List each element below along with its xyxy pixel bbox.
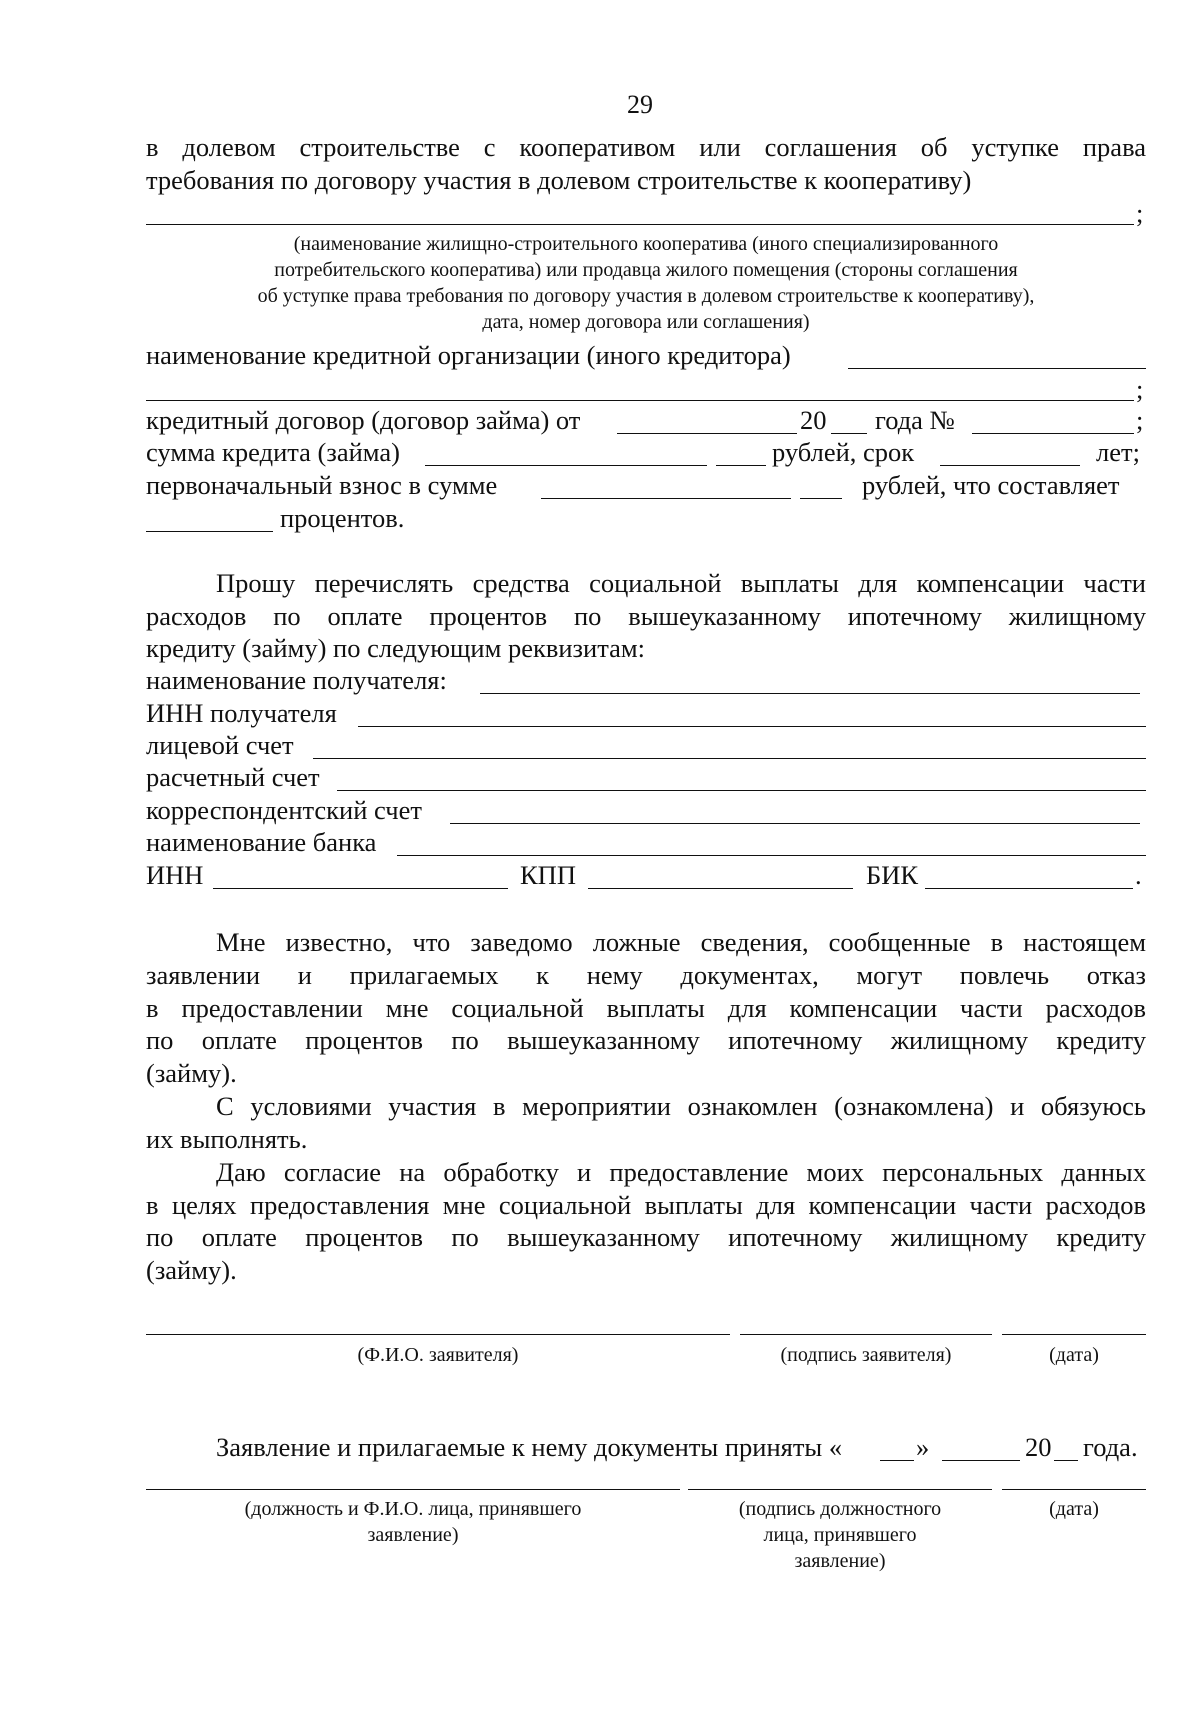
intro-line-1: в долевом строительстве с кооперативом или соглашения об уступке права (146, 132, 1146, 162)
recipient-name-label: наименование получателя: (146, 665, 447, 695)
official-signature-line[interactable] (688, 1489, 992, 1490)
credit-contract-end: ; (1136, 405, 1144, 435)
credit-term-years: лет; (1096, 437, 1140, 467)
statement-p1-line-4: по оплате процентов по вышеуказанному ипотечному жилищному кредиту (146, 1025, 1146, 1055)
applicant-date-line[interactable] (1002, 1334, 1146, 1335)
request-line-3: кредиту (займу) по следующим реквизитам: (146, 633, 646, 663)
credit-org-semicolon: ; (1136, 374, 1144, 404)
statement-p2-line-1: С условиями участия в мероприятии ознакомлен (ознакомлена) и обязуюсь (216, 1091, 1146, 1121)
credit-contract-date-line[interactable] (617, 433, 797, 434)
bank-bik-label: БИК (866, 860, 919, 890)
official-signature-caption-line-3: заявление) (794, 1550, 886, 1572)
bank-kpp-label: КПП (520, 860, 576, 890)
down-payment-percent-line[interactable] (146, 531, 273, 532)
correspondent-account-label: корреспондентский счет (146, 795, 422, 825)
official-position-caption-line-2: заявление) (367, 1524, 459, 1546)
official-date-caption: (дата) (1049, 1498, 1099, 1520)
page-number: 29 (627, 90, 653, 119)
bank-kpp-line[interactable] (588, 888, 853, 889)
caption-cooperative-line-4: дата, номер договора или соглашения) (482, 311, 810, 333)
correspondent-account-line[interactable] (450, 823, 1140, 824)
personal-account-label: лицевой счет (146, 730, 294, 760)
settlement-account-label: расчетный счет (146, 762, 320, 792)
credit-org-label: наименование кредитной организации (иного кредитора) (146, 340, 791, 370)
official-position-line[interactable] (146, 1489, 680, 1490)
down-payment-label: первоначальный взнос в сумме (146, 470, 498, 500)
statement-p1-line-3: в предоставлении мне социальной выплаты для компенсации части расходов (146, 993, 1146, 1023)
applicant-signature-line[interactable] (740, 1334, 992, 1335)
request-line-1: Прошу перечислять средства социальной выплаты для компенсации части (216, 568, 1146, 598)
settlement-account-line[interactable] (337, 790, 1146, 791)
credit-sum-line[interactable] (425, 465, 707, 466)
cooperative-input-line[interactable] (146, 224, 1134, 225)
bank-bik-line[interactable] (925, 888, 1133, 889)
cooperative-semicolon: ; (1136, 198, 1144, 228)
statement-p1-line-1: Мне известно, что заведомо ложные сведения, сообщенные в настоящем (216, 927, 1146, 957)
bank-name-label: наименование банка (146, 827, 377, 857)
applicant-fio-caption: (Ф.И.О. заявителя) (357, 1344, 519, 1366)
accepted-year-suffix: года. (1083, 1432, 1138, 1462)
credit-sum-kop-line[interactable] (716, 465, 766, 466)
official-position-caption-line-1: (должность и Ф.И.О. лица, принявшего (244, 1498, 582, 1520)
request-line-2: расходов по оплате процентов по вышеуказанному ипотечному жилищному (146, 601, 1146, 631)
official-signature-caption-line-2: лица, принявшего (763, 1524, 917, 1546)
statement-p2-line-2: их выполнять. (146, 1124, 308, 1154)
bank-name-line[interactable] (397, 855, 1146, 856)
down-payment-percent-label: процентов. (280, 503, 405, 533)
down-payment-line[interactable] (541, 498, 791, 499)
applicant-fio-line[interactable] (146, 1334, 730, 1335)
bank-end-dot: . (1135, 860, 1142, 890)
accepted-quote-close: » (916, 1432, 930, 1462)
credit-contract-year: 20 (800, 405, 827, 435)
credit-contract-number-line[interactable] (972, 433, 1134, 434)
down-payment-rub: рублей, что составляет (862, 470, 1120, 500)
accepted-text: Заявление и прилагаемые к нему документы приняты « (216, 1432, 843, 1462)
applicant-date-caption: (дата) (1049, 1344, 1099, 1366)
official-date-line[interactable] (1002, 1489, 1146, 1490)
bank-inn-label: ИНН (146, 860, 204, 890)
bank-inn-line[interactable] (213, 888, 508, 889)
caption-cooperative-line-3: об уступке права требования по договору участия в долевом строительстве к кооперативу), (257, 285, 1035, 307)
credit-contract-year-line[interactable] (831, 433, 867, 434)
credit-term-line[interactable] (940, 465, 1080, 466)
accepted-year-line[interactable] (1054, 1460, 1078, 1461)
credit-contract-year-suffix: года № (875, 405, 955, 435)
statement-p3-line-4: (займу). (146, 1255, 237, 1285)
intro-line-2: требования по договору участия в долевом строительстве к кооперативу) (146, 165, 972, 195)
statement-p3-line-2: в целях предоставления мне социальной выплаты для компенсации части расходов (146, 1190, 1146, 1220)
recipient-name-line[interactable] (480, 693, 1140, 694)
recipient-inn-label: ИНН получателя (146, 698, 337, 728)
credit-contract-label: кредитный договор (договор займа) от (146, 405, 581, 435)
statement-p3-line-3: по оплате процентов по вышеуказанному ипотечному жилищному кредиту (146, 1222, 1146, 1252)
caption-cooperative-line-1: (наименование жилищно-строительного кооператива (иного специализированного (293, 233, 999, 255)
accepted-year: 20 (1025, 1432, 1052, 1462)
caption-cooperative-line-2: потребительского кооператива) или продавца жилого помещения (стороны соглашения (274, 259, 1018, 281)
accepted-month-line[interactable] (942, 1460, 1020, 1461)
credit-sum-rub: рублей, срок (772, 437, 915, 467)
credit-org-input-line-2[interactable] (146, 400, 1134, 401)
credit-org-input-line[interactable] (848, 368, 1146, 369)
personal-account-line[interactable] (313, 758, 1146, 759)
recipient-inn-line[interactable] (358, 726, 1146, 727)
accepted-day-line[interactable] (880, 1460, 914, 1461)
down-payment-kop-line[interactable] (800, 498, 842, 499)
official-signature-caption-line-1: (подпись должностного (738, 1498, 942, 1520)
applicant-signature-caption: (подпись заявителя) (780, 1344, 952, 1366)
statement-p1-line-5: (займу). (146, 1058, 237, 1088)
statement-p3-line-1: Даю согласие на обработку и предоставление моих персональных данных (216, 1157, 1146, 1187)
statement-p1-line-2: заявлении и прилагаемых к нему документах, могут повлечь отказ (146, 960, 1146, 990)
credit-sum-label: сумма кредита (займа) (146, 437, 400, 467)
